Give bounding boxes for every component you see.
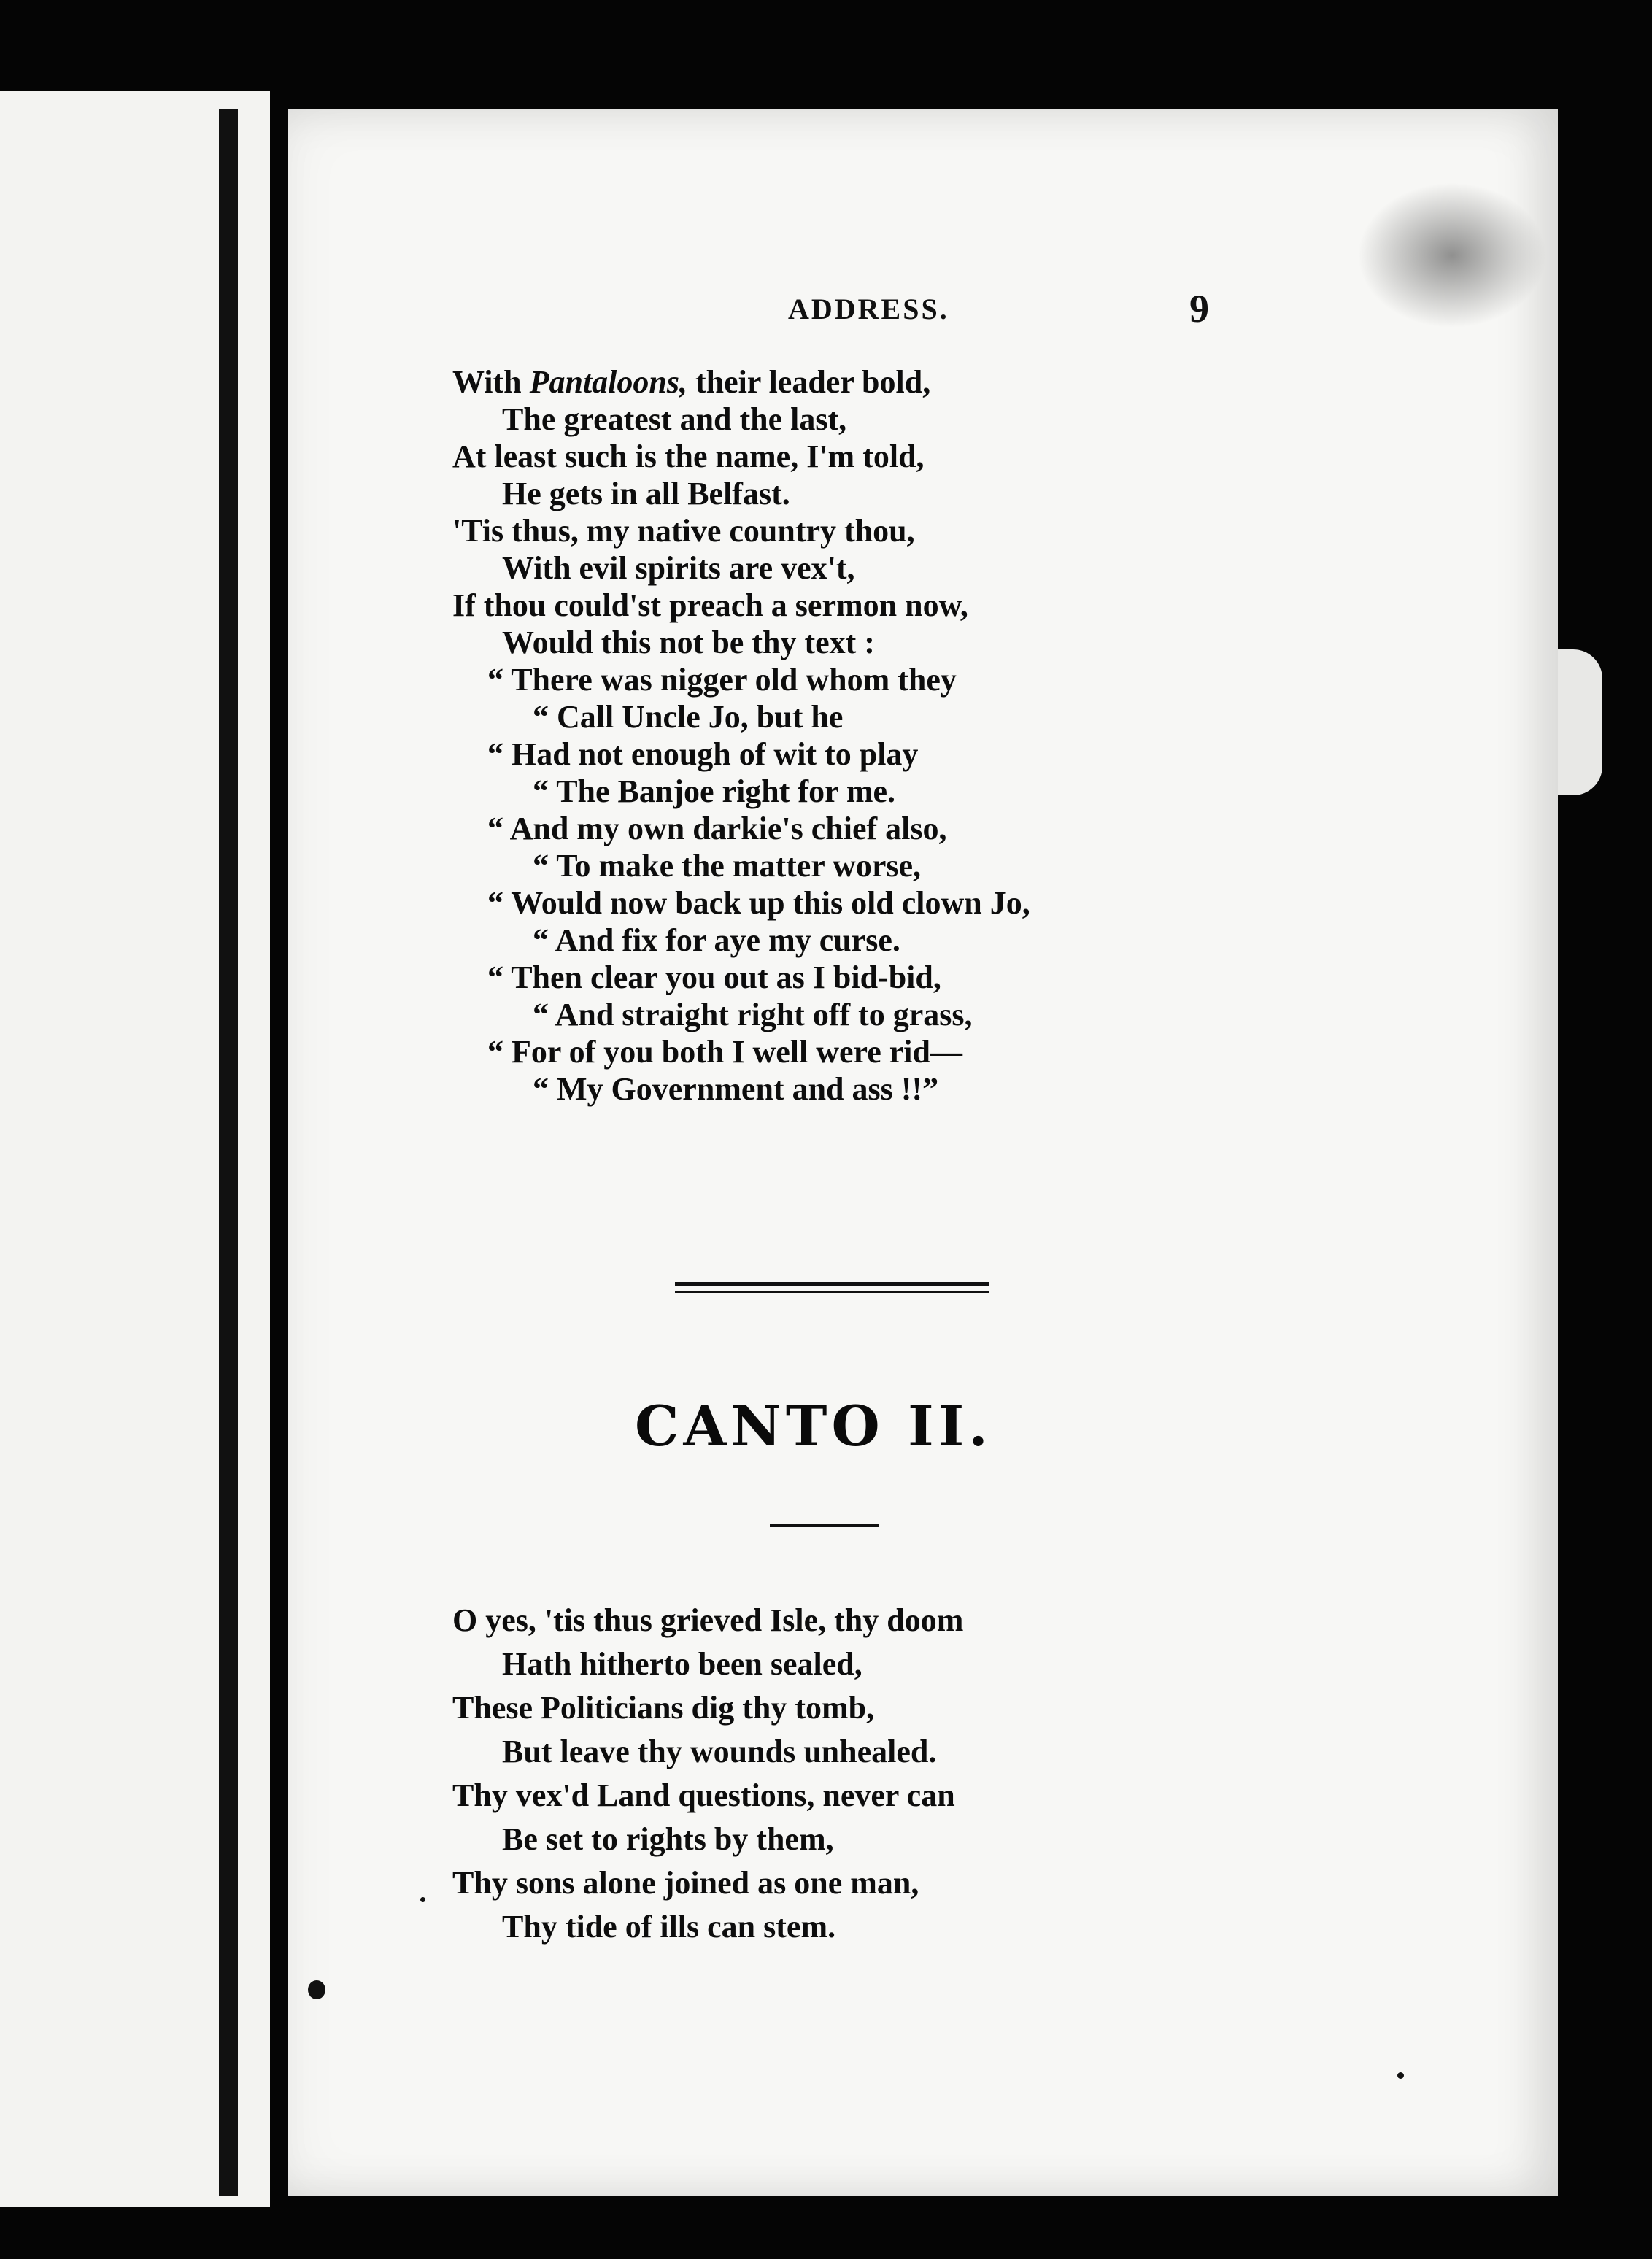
verse-line: “ For of you both I well were rid—	[487, 1034, 962, 1070]
verse-line: Be set to rights by them,	[502, 1821, 834, 1857]
verse-line	[452, 363, 1182, 401]
paper-stain	[1357, 182, 1547, 328]
verse-line: Would this not be thy text :	[502, 625, 875, 660]
verse-line: At least such is the name, I'm told,	[452, 439, 925, 474]
verse-line: These Politicians dig thy tomb,	[452, 1690, 875, 1726]
section-divider-rule-thin	[675, 1291, 989, 1293]
verse-stanza-two	[452, 1602, 1182, 1952]
section-divider-rule	[675, 1282, 989, 1286]
ink-speck	[308, 1980, 325, 1999]
verse-line: “ And my own darkie's chief also,	[487, 811, 947, 846]
heading-underline-rule	[770, 1524, 879, 1527]
verse-line: “ And fix for aye my curse.	[533, 922, 900, 958]
verse-line: If thou could'st preach a sermon now,	[452, 587, 968, 623]
verse-line: But leave thy wounds unhealed.	[502, 1734, 937, 1769]
verse-line: Thy tide of ills can stem.	[502, 1909, 836, 1945]
ink-speck	[1397, 2072, 1404, 2079]
verse-stanza-one	[452, 363, 1182, 1108]
verse-line: “ There was nigger old whom they	[487, 662, 957, 698]
page-number: 9	[1189, 287, 1209, 331]
verse-line: Thy sons alone joined as one man,	[452, 1865, 919, 1901]
verse-line: “ And straight right off to grass,	[533, 997, 973, 1032]
running-head: ADDRESS.	[788, 293, 949, 325]
verse-line: Hath hitherto been sealed,	[502, 1646, 862, 1682]
ink-speck	[420, 1897, 425, 1902]
verse-line: O yes, 'tis thus grieved Isle, thy doom	[452, 1602, 964, 1638]
verse-line: He gets in all Belfast.	[502, 476, 790, 511]
verse-line: With evil spirits are vex't,	[502, 550, 855, 586]
verse-line-text: With	[452, 364, 530, 400]
verse-line: “ My Government and ass !!”	[533, 1071, 939, 1107]
verse-line: “ To make the matter worse,	[533, 848, 921, 884]
verse-line: Thy vex'd Land questions, never can	[452, 1777, 955, 1813]
verse-line: “ Had not enough of wit to play	[487, 736, 919, 772]
verse-line: “ Would now back up this old clown Jo,	[487, 885, 1030, 921]
verse-line-text: their leader bold,	[687, 364, 931, 400]
canto-heading: CANTO II.	[635, 1394, 992, 1459]
book-gutter	[219, 109, 238, 2196]
verse-line: “ Call Uncle Jo, but he	[533, 699, 844, 735]
verse-line-italic: Pantaloons,	[529, 364, 687, 400]
verse-line: 'Tis thus, my native country thou,	[452, 513, 915, 549]
verse-line: “ Then clear you out as I bid-bid,	[487, 959, 941, 995]
verse-line: The greatest and the last,	[502, 401, 847, 437]
verse-line: “ The Banjoe right for me.	[533, 773, 895, 809]
